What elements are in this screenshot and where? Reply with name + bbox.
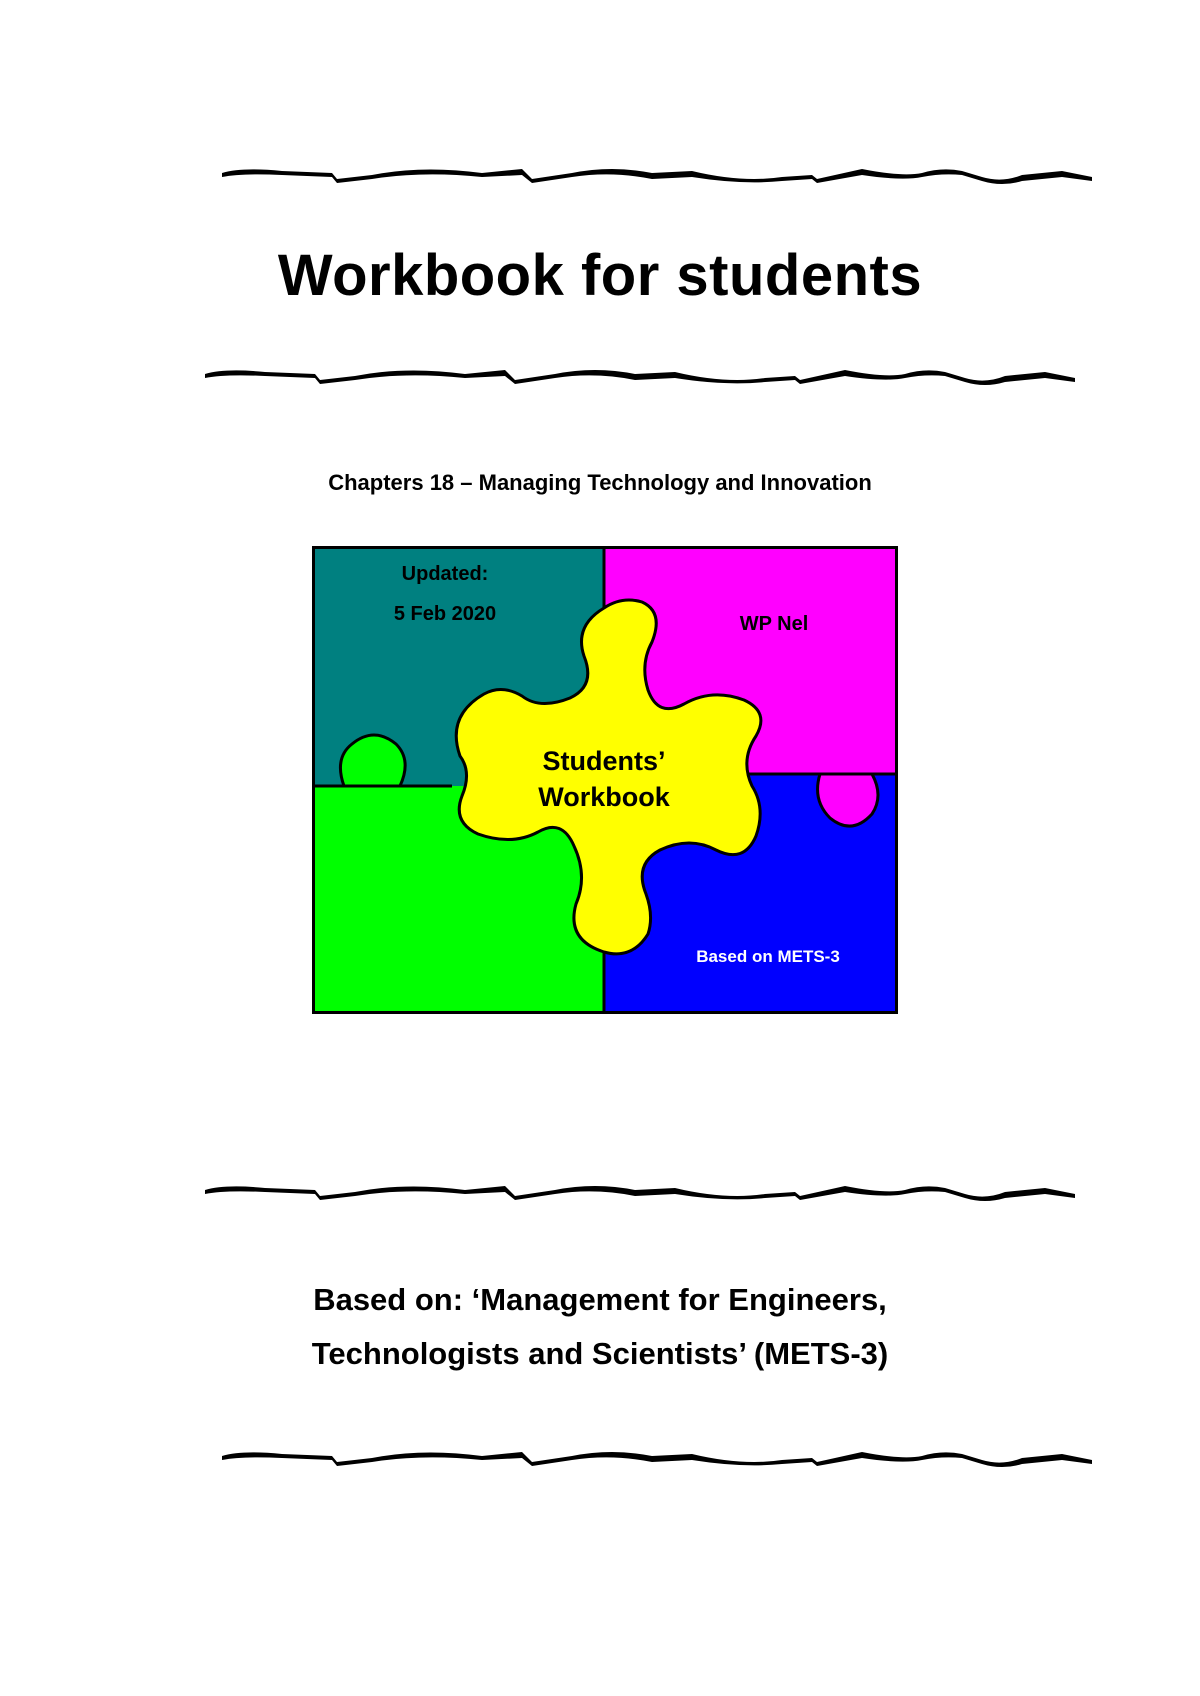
center-title-line1: Students’ xyxy=(542,746,666,776)
based-on-line2: Technologists and Scientists’ (METS-3) xyxy=(311,1336,889,1371)
document-title: Workbook for students xyxy=(277,243,923,308)
puzzle-illustration xyxy=(312,546,898,1014)
author-name: WP Nel xyxy=(739,613,809,635)
decorative-divider-upper xyxy=(205,364,1075,388)
updated-label: Updated: xyxy=(401,563,489,585)
chapter-subtitle: Chapters 18 – Managing Technology and Innovation xyxy=(328,470,872,495)
updated-date: 5 Feb 2020 xyxy=(393,603,497,625)
based-on-text xyxy=(0,1273,1200,1381)
center-title-line2: Workbook xyxy=(538,782,670,812)
decorative-divider-lower xyxy=(205,1180,1075,1204)
source-label: Based on METS-3 xyxy=(696,947,840,966)
decorative-divider-top xyxy=(222,163,1092,187)
decorative-divider-bottom xyxy=(222,1446,1092,1470)
based-on-line1: Based on: ‘Management for Engineers, xyxy=(313,1282,887,1317)
